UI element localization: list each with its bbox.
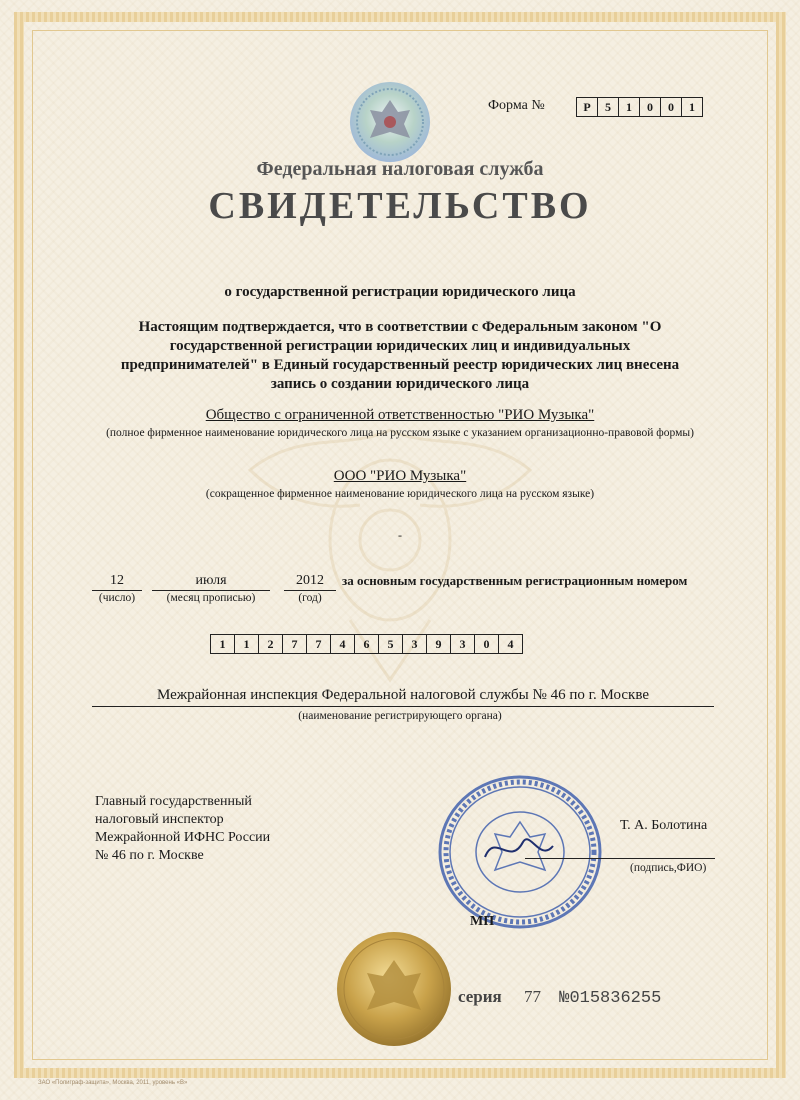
series-block [458,987,661,1008]
document-title: СВИДЕТЕЛЬСТВО [208,185,592,227]
official-stamp-icon [435,772,605,932]
form-code-char: 5 [598,98,619,116]
ogrn-digit: 3 [403,635,427,653]
registering-body: Межрайонная инспекция Федеральной налоговой службы № 46 по г. Москве [92,687,714,707]
date-month-caption: (месяц прописью) [166,592,256,604]
full-name-row [0,407,800,424]
position-line: налоговый инспектор [95,812,224,827]
ogrn-digit: 2 [259,635,283,653]
ogrn-digit: 5 [379,635,403,653]
ogrn-number [210,634,523,654]
document-subtitle: о государственной регистрации юридического лица [224,284,576,300]
ogrn-digit: 7 [283,635,307,653]
date-day: 12 [92,573,142,591]
short-name-caption: (сокращенное фирменное наименование юридического лица на русском языке) [205,488,595,500]
seal-place-label: МП [470,914,495,929]
short-name-row [0,468,800,485]
ogrn-digit: 9 [427,635,451,653]
ogrn-digit: 3 [451,635,475,653]
position-line: № 46 по г. Москве [95,848,204,863]
series-code: 77 [524,987,541,1006]
date-day-caption: (число) [98,592,136,604]
ogrn-digit: 4 [507,637,514,651]
ogrn-digit: 7 [307,635,331,653]
full-company-name: Общество с ограниченной ответственностью "РИО Музыка" [205,407,595,423]
signer-name: Т. А. Болотина [620,818,708,833]
form-code [576,97,703,117]
agency-name: Федеральная налоговая служба [256,158,544,180]
ogrn-digit: 1 [235,635,259,653]
registration-text: за основным государственным регистрационным номером [342,573,688,588]
date-month: июля [152,573,270,591]
position-line: Главный государственный [95,794,252,809]
ogrn-digit: 1 [211,635,235,653]
gold-seal-icon [335,930,453,1048]
form-code-char: Р [577,98,598,116]
dash-mark: - [398,528,402,542]
date-year-caption: (год) [298,592,322,604]
short-company-name: ООО "РИО Музыка" [333,468,467,484]
ogrn-digit: 0 [475,635,499,653]
date-year: 2012 [284,573,336,591]
printer-footer: ЗАО «Полиграф-защита», Москва, 2011, уровень «В» [38,1080,188,1086]
hologram-emblem-icon [348,80,432,164]
series-label: серия [458,987,502,1006]
form-code-char: 0 [661,98,682,116]
confirmation-text: Настоящим подтверждается, что в соответствии с Федеральным законом "О государственной регистрации юридических лиц и индивидуальных предпринимателей" в Единый государственный реестр юридических лиц внесена запись о создании юридического лица [120,319,680,392]
series-number: №015836255 [559,989,662,1008]
signature-line [525,858,715,859]
form-code-char: 0 [640,98,661,116]
ogrn-digit: 6 [355,635,379,653]
form-code-char: 1 [689,100,695,114]
form-code-char: 1 [619,98,640,116]
position-line: Межрайонной ИФНС России [95,830,271,845]
signature-caption: (подпись,ФИО) [630,862,707,874]
full-name-caption: (полное фирменное наименование юридического лица на русском языке с указанием организационно-правовой формы) [106,427,694,439]
signer-position [95,793,270,865]
registering-body-caption: (наименование регистрирующего органа) [298,710,502,722]
ogrn-digit: 4 [331,635,355,653]
form-label: Форма № [488,98,545,113]
